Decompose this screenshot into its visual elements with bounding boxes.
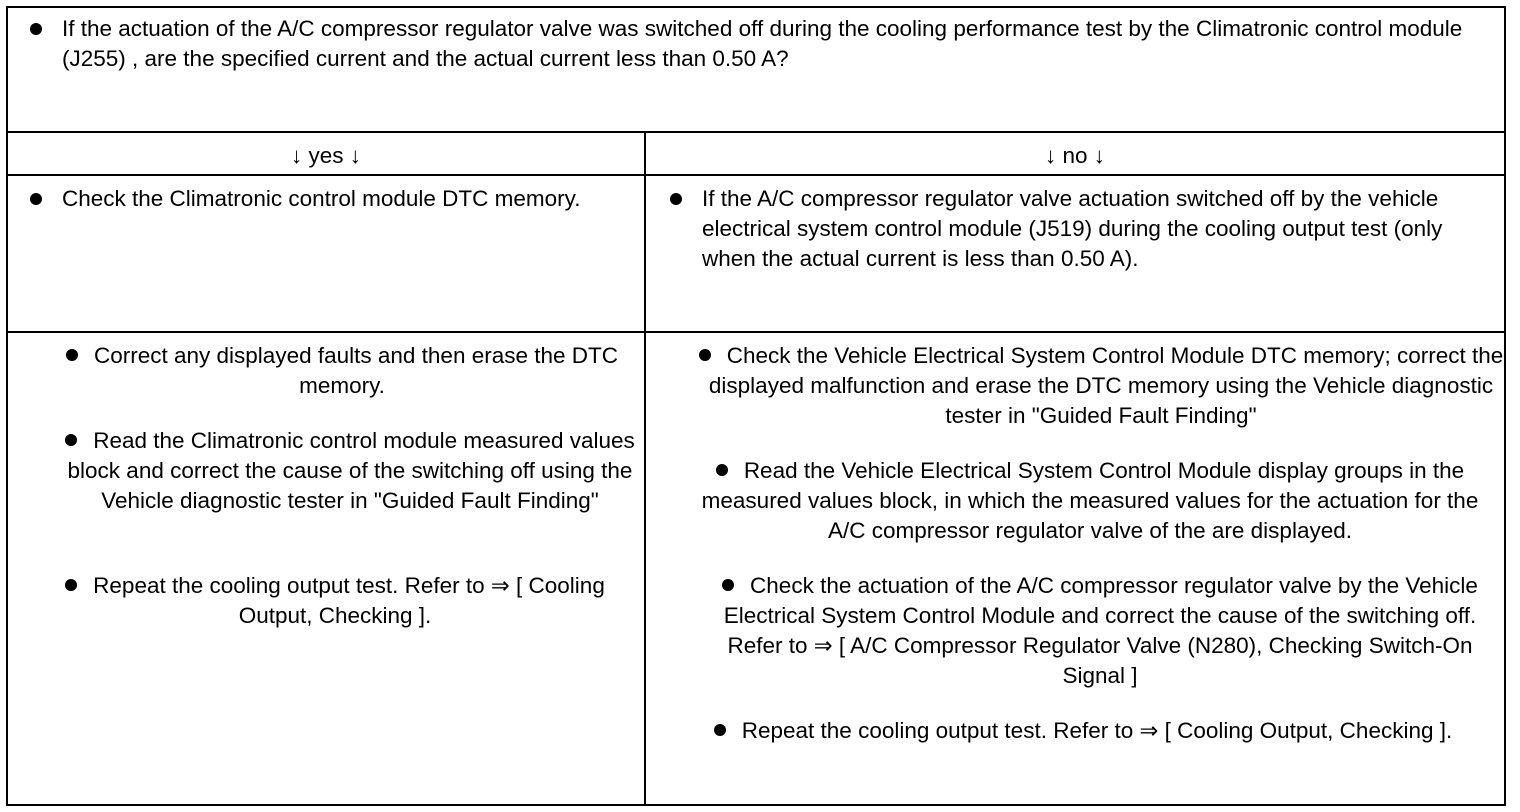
divider-question: [6, 131, 1506, 133]
yes-header: ↓ yes ↓: [290, 143, 362, 168]
divider-first-step: [6, 331, 1506, 333]
no-action-2: [685, 456, 1495, 546]
bullet-icon: [65, 579, 77, 591]
bullet-icon: [66, 349, 78, 361]
bullet-icon: [30, 23, 42, 35]
yes-action-2-text: Read the Climatronic control module measured values block and correct the cause of the switching off using the Vehicle diagnostic tester in "Guided Fault Finding": [67, 428, 635, 513]
no-action-1: [698, 341, 1504, 431]
bullet-icon: [699, 349, 711, 361]
bullet-icon: [65, 434, 77, 446]
yes-action-2: [55, 426, 645, 516]
no-action-3: [702, 571, 1498, 691]
bullet-icon: [722, 579, 734, 591]
no-action-4: [660, 716, 1506, 746]
yes-action-1: [52, 341, 632, 401]
yes-action-3: [30, 571, 640, 631]
question-cell: [30, 14, 1490, 74]
bullet-icon: [670, 193, 682, 205]
yes-first-step-text: Check the Climatronic control module DTC memory.: [62, 186, 581, 211]
question-text: If the actuation of the A/C compressor regulator valve was switched off during the cooling performance test by the Climatronic control module (J255) , are the specified current and the actual current less than 0.50 A?: [62, 16, 1463, 71]
no-action-2-text: Read the Vehicle Electrical System Control Module display groups in the measured values block, in which the measured values for the actuation for the A/C compressor regulator valve of the are displayed.: [701, 458, 1479, 543]
no-first-step-text: If the A/C compressor regulator valve actuation switched off by the vehicle electrical system control module (J519) during the cooling output test (only when the actual current is less than 0.50 A).: [702, 186, 1443, 271]
yes-first-step: [30, 184, 642, 214]
no-header: ↓ no ↓: [1044, 143, 1106, 168]
no-action-3-text: Check the actuation of the A/C compressor regulator valve by the Vehicle Electrical System Control Module and correct the cause of the switching off. Refer to ⇒ [ A/C Compressor Regulator Valve (N280), Checking Switch-On Signal ]: [723, 573, 1478, 688]
divider-headers: [6, 174, 1506, 176]
no-action-1-text: Check the Vehicle Electrical System Control Module DTC memory; correct the displayed malfunction and erase the DTC memory using the Vehicle diagnostic tester in "Guided Fault Finding": [708, 343, 1504, 428]
no-action-4-text: Repeat the cooling output test. Refer to ⇒ [ Cooling Output, Checking ].: [741, 718, 1453, 743]
yes-action-1-text: Correct any displayed faults and then erase the DTC memory.: [93, 343, 619, 398]
yes-action-3-text: Repeat the cooling output test. Refer to ⇒ [ Cooling Output, Checking ].: [93, 573, 605, 628]
bullet-icon: [714, 724, 726, 736]
bullet-icon: [716, 464, 728, 476]
no-first-step: [670, 184, 1504, 274]
bullet-icon: [30, 193, 42, 205]
